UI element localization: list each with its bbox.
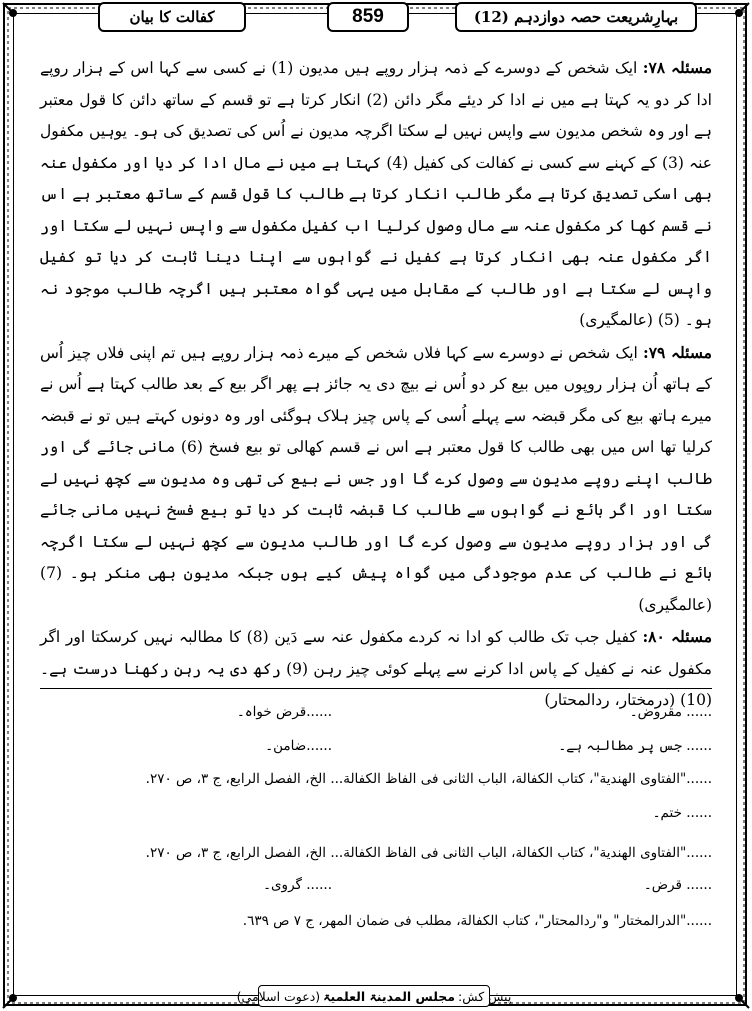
footnote-row xyxy=(40,805,712,829)
book-title: بہارِشریعت حصہ دوازدہم (12) xyxy=(473,8,679,26)
masala-78 xyxy=(40,52,712,337)
footnote-7: ......"الفتاوى الهندية"، كتاب الكفالة، الباب الثانى فى الفاظ الكفالة... الخ، الفصل الرابع، ج ٣، ص ٢٧٠. xyxy=(145,845,712,861)
masala-text: ایک شخص کے دوسرے کے ذمہ ہزار روپے ہیں مدیون (1) نے کسی سے کہا اس کے ہزار روپے ادا کر دو یہ کہتا ہے میں نے ادا کر دیئے مگر دائن (2) انکار کرتا ہے تو قسم کے ساتھ دائن کا قول معتبر ہے اور وہ شخص مدیون سے واپس نہیں لے سکتا اگرچہ مدیون نے اُس کی تصدیق کی ہو۔ یوہیں مکفول عنہ (3) کے کہنے سے کسی نے کفالت کی کفیل (4) کہتا ہے میں نے مال ادا کر دیا اور مکفول عنہ بھی اسکی تصدیق کرتا ہے مگر طالب انکار کرتا ہے طالب کا قول قسم کے ساتھ معتبر ہے اس نے قسم کھا کر مکفول عنہ سے مال وصول کرلیا اب کفیل مکفول سے واپس نہیں لے سکتا اور اگر مکفول عنہ بھی انکار کرتا ہے کفیل نے گواہوں سے اپنا دینا ثابت کر دیا تو کفیل واپس لے سکتا ہے اور طالب کے مقابل میں یہی گواہ معتبر ہیں اگرچہ طالب موجود نہ ہو۔ (5) (عالمگیری) xyxy=(40,59,713,329)
masala-text: کفیل جب تک طالب کو ادا نہ کردے مکفول عنہ سے دَین (8) کا مطالبہ نہیں کرسکتا اور اگر مکفول عنہ نے کفیل کے پاس ادا کرنے سے پہلے کوئی چیز رہن (9) رکھ دی یہ رہن رکھنا درست ہے۔ (10) (درمختار، ردالمحتار) xyxy=(40,628,712,709)
publisher-footer xyxy=(236,985,512,1007)
footnote-row xyxy=(40,771,712,795)
book-title-box xyxy=(455,2,697,32)
footnote-row xyxy=(40,877,712,901)
footnote-row xyxy=(40,738,712,762)
masala-80 xyxy=(40,621,712,717)
footnote-2: ......قرض خواہ۔ xyxy=(236,704,332,720)
footnote-row xyxy=(40,704,712,728)
page-number-box xyxy=(327,2,409,32)
footnote-9: ...... گروی۔ xyxy=(263,877,332,893)
footer-org: (دعوت اسلامی) xyxy=(236,988,321,1004)
masala-label: مسئلہ ۸۰: xyxy=(642,627,712,646)
chapter-title-box xyxy=(98,2,246,32)
footer-presenter: پیش کش: xyxy=(458,988,512,1004)
page-number: 859 xyxy=(352,6,384,27)
footnote-6: ...... ختم۔ xyxy=(652,805,712,821)
masala-label: مسئلہ ۷۹: xyxy=(642,342,712,362)
footnote-row xyxy=(40,845,712,869)
footnote-4: ......ضامن۔ xyxy=(265,738,332,754)
footnote-3: ...... جس پر مطالبہ ہے۔ xyxy=(558,738,712,754)
footnote-row xyxy=(40,913,712,937)
footnote-10: ......"الدرالمختار" و"ردالمحتار"، كتاب الكفالة، مطلب فى ضمان المهر، ج ٧ ص ٦٣٩. xyxy=(242,913,712,929)
main-text xyxy=(40,52,712,717)
masala-label: مسئلہ ۷۸: xyxy=(642,58,712,77)
footnote-8: ...... قرض۔ xyxy=(643,877,712,893)
footer-publisher: مجلس المدینۃ العلمیۃ xyxy=(323,988,456,1004)
chapter-title: کفالت کا بیان xyxy=(129,8,215,26)
masala-79 xyxy=(40,337,712,622)
footnote-1: ...... مقروض۔ xyxy=(629,704,712,720)
footnote-5: ......"الفتاوى الهندية"، كتاب الكفالة، الباب الثانى فى الفاظ الكفالة... الخ، الفصل الرابع، ج ٣، ص ٢٧٠. xyxy=(145,771,712,787)
footnote-divider xyxy=(40,688,712,689)
masala-text: ایک شخص نے دوسرے سے کہا فلاں شخص کے میرے ذمہ ہزار روپے ہیں تم اپنی فلاں چیز اُس کے ہاتھ اُن ہزار روپوں میں بیع کر دو اُس نے بیچ دی یہ جائز ہے پھر اگر بیع کے بعد طالب کہتا ہے اُس نے میرے ہاتھ بیع کی مگر قبضہ سے پہلے اُسی کے پاس چیز ہلاک ہوگئی اور وہ دونوں کہتے ہیں تو نے قبضہ کرلیا تھا اس میں بھی طالب کا قول معتبر ہے اس نے قسم کھالی تو بیع فسخ (6) مانی جائے گی اور طالب اپنے روپے مدیون سے وصول کرے گا اور جس نے بیع کی تھی وہ مدیون سے کچھ نہیں لے سکتا اور اگر بائع نے گواہوں سے طالب کا قبضہ ثابت کر دیا تو بیع فسخ نہیں مانی جائے گی اور ہزار روپے مدیون سے وصول کرے گا اور طالب مدیون سے کچھ نہیں لے سکتا اگرچہ بائع نے طالب کی عدم موجودگی میں گواہ پیش کیے ہوں جبکہ مدیون بھی منکر ہو۔ (7) (عالمگیری) xyxy=(40,343,712,614)
